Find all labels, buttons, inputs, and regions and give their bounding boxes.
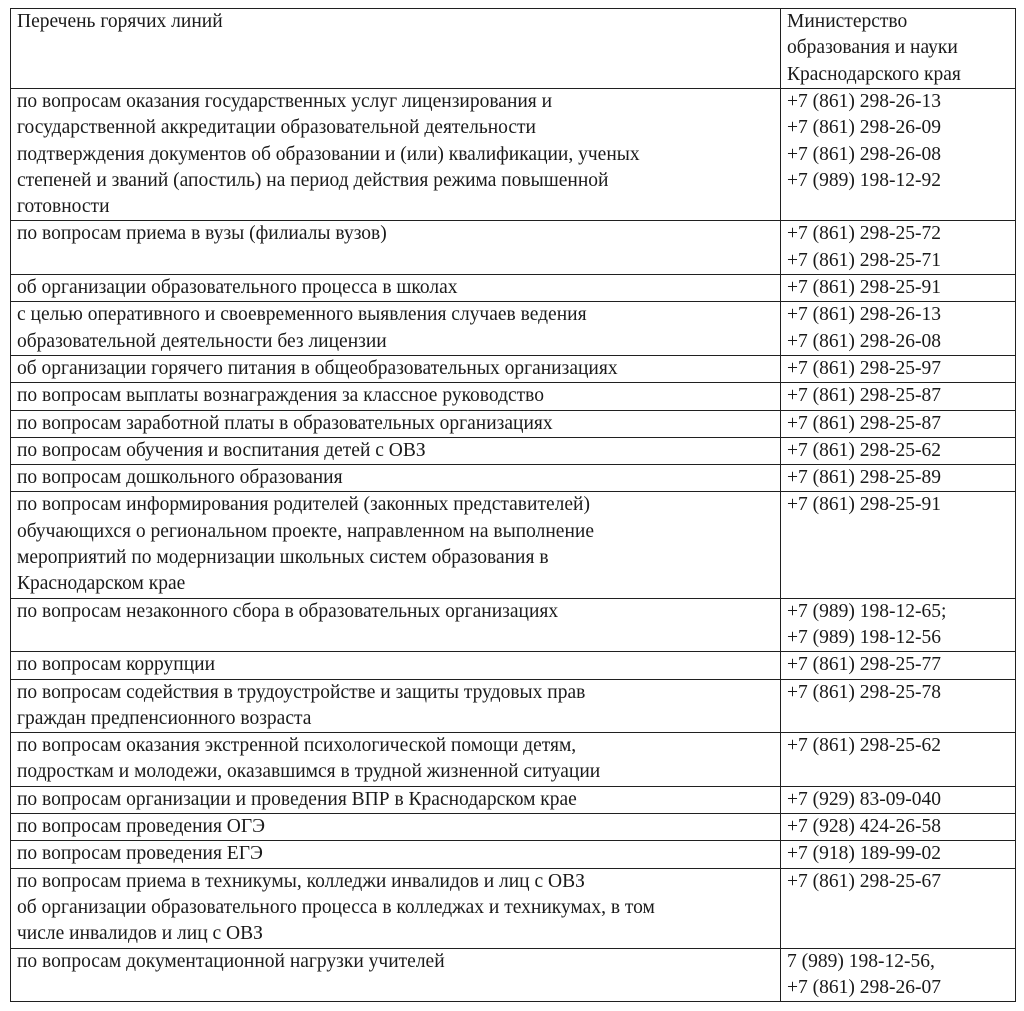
phone-number: +7 (861) 298-25-72 [787,223,941,245]
hotline-phones [781,733,1016,787]
description-line: об организации образовательного процесса в колледжах и техникумах, в том [17,896,655,918]
description-line: готовности [17,196,110,218]
phone-number: 7 (989) 198-12-56, [787,950,935,972]
description-line: по вопросам оказания государственных услуг лицензирования и [17,91,553,112]
table-row [11,89,1016,221]
header-ministry-line: Краснодарского края [787,63,961,85]
description-line: обучающихся о региональном проекте, направленном на выполнение [17,520,594,542]
table-row [11,302,1016,356]
hotline-phones [781,275,1016,302]
phone-number: +7 (861) 298-25-62 [787,735,941,757]
description-line: по вопросам оказания экстренной психологической помощи детям, [17,735,577,757]
description-line: по вопросам проведения ЕГЭ [17,843,263,865]
hotline-description [11,355,781,382]
phone-number: +7 (861) 298-25-67 [787,870,941,892]
description-line: об организации образовательного процесса в школах [17,277,458,299]
hotline-phones [781,465,1016,492]
hotline-description [11,410,781,437]
hotline-phones [781,383,1016,410]
table-body [11,89,1016,1002]
phone-number: +7 (861) 298-25-62 [787,439,941,461]
hotline-phones [781,786,1016,813]
phone-number: +7 (861) 298-25-78 [787,681,941,703]
description-line: по вопросам приема в техникумы, колледжи инвалидов и лиц с ОВЗ [17,870,585,892]
description-line: мероприятий по модернизации школьных систем образования в [17,547,549,569]
hotline-phones [781,437,1016,464]
hotline-description [11,492,781,598]
table-row [11,786,1016,813]
phone-number: +7 (861) 298-26-13 [787,91,941,112]
hotline-description [11,786,781,813]
hotline-description [11,733,781,787]
header-ministry [781,9,1016,89]
description-line: числе инвалидов и лиц с ОВЗ [17,923,263,945]
hotline-phones [781,221,1016,275]
phone-number: +7 (989) 198-12-92 [787,169,941,191]
table-row [11,355,1016,382]
hotline-description [11,679,781,733]
description-line: подтверждения документов об образовании и (или) квалификации, ученых [17,143,640,165]
phone-number: +7 (861) 298-25-91 [787,277,941,299]
hotline-description [11,948,781,1002]
description-line: по вопросам заработной платы в образовательных организациях [17,412,553,434]
phone-number: +7 (861) 298-25-71 [787,249,941,271]
hotline-description [11,89,781,221]
hotline-description [11,465,781,492]
header-ministry-line: образования и науки [787,37,958,59]
table-row [11,868,1016,948]
table-row [11,948,1016,1002]
hotline-description [11,841,781,868]
hotline-description [11,275,781,302]
description-line: по вопросам проведения ОГЭ [17,816,266,838]
hotline-phones [781,492,1016,598]
phone-number: +7 (861) 298-25-89 [787,467,941,489]
table-row [11,275,1016,302]
description-line: об организации горячего питания в общеобразовательных организациях [17,357,618,379]
table-row [11,492,1016,598]
hotline-phones [781,679,1016,733]
hotline-phones [781,841,1016,868]
hotline-phones [781,410,1016,437]
table-row [11,437,1016,464]
hotline-description [11,598,781,652]
phone-number: +7 (928) 424-26-58 [787,816,941,838]
description-line: по вопросам незаконного сбора в образовательных организациях [17,600,559,622]
header-list-title: Перечень горячих линий [11,9,781,89]
hotline-description [11,652,781,679]
hotlines-table [10,8,1016,1002]
phone-number: +7 (929) 83-09-040 [787,788,941,810]
description-line: с целью оперативного и своевременного выявления случаев ведения [17,304,587,326]
table-row [11,465,1016,492]
hotline-description [11,814,781,841]
table-row [11,221,1016,275]
hotline-description [11,302,781,356]
phone-number: +7 (861) 298-25-87 [787,412,941,434]
table-row [11,652,1016,679]
phone-number: +7 (861) 298-26-08 [787,330,941,352]
description-line: по вопросам документационной нагрузки учителей [17,950,445,972]
hotline-phones [781,948,1016,1002]
hotline-description [11,868,781,948]
table-row [11,410,1016,437]
description-line: подросткам и молодежи, оказавшимся в трудной жизненной ситуации [17,761,601,783]
hotline-description [11,383,781,410]
header-ministry-line: Министерство [787,11,908,32]
description-line: государственной аккредитации образовательной деятельности [17,117,536,139]
hotline-description [11,221,781,275]
hotline-phones [781,868,1016,948]
phone-number: +7 (861) 298-26-07 [787,976,941,998]
description-line: степеней и званий (апостиль) на период действия режима повышенной [17,169,609,191]
hotline-phones [781,598,1016,652]
description-line: по вопросам организации и проведения ВПР в Краснодарском крае [17,788,577,810]
phone-number: +7 (989) 198-12-65; [787,600,947,622]
description-line: граждан предпенсионного возраста [17,707,312,729]
table-row [11,679,1016,733]
description-line: по вопросам информирования родителей (законных представителей) [17,494,590,516]
description-line: по вопросам коррупции [17,654,216,676]
hotline-phones [781,814,1016,841]
phone-number: +7 (861) 298-26-08 [787,143,941,165]
table-row [11,733,1016,787]
table-row [11,383,1016,410]
description-line: образовательной деятельности без лицензии [17,330,387,352]
description-line: по вопросам приема в вузы (филиалы вузов) [17,223,387,245]
hotline-description [11,437,781,464]
phone-number: +7 (861) 298-26-13 [787,304,941,326]
table-header-row [11,9,1016,89]
hotline-phones [781,89,1016,221]
table-row [11,841,1016,868]
hotline-phones [781,652,1016,679]
description-line: по вопросам обучения и воспитания детей с ОВЗ [17,439,426,461]
phone-number: +7 (861) 298-25-77 [787,654,941,676]
table-row [11,598,1016,652]
phone-number: +7 (861) 298-25-87 [787,385,941,407]
table-row [11,814,1016,841]
phone-number: +7 (918) 189-99-02 [787,843,941,865]
hotline-phones [781,302,1016,356]
description-line: по вопросам выплаты вознаграждения за классное руководство [17,385,544,407]
phone-number: +7 (989) 198-12-56 [787,626,941,648]
description-line: по вопросам содействия в трудоустройстве и защиты трудовых прав [17,681,586,703]
phone-number: +7 (861) 298-25-91 [787,494,941,516]
hotline-phones [781,355,1016,382]
phone-number: +7 (861) 298-25-97 [787,357,941,379]
description-line: Краснодарском крае [17,573,186,595]
description-line: по вопросам дошкольного образования [17,467,343,489]
phone-number: +7 (861) 298-26-09 [787,117,941,139]
